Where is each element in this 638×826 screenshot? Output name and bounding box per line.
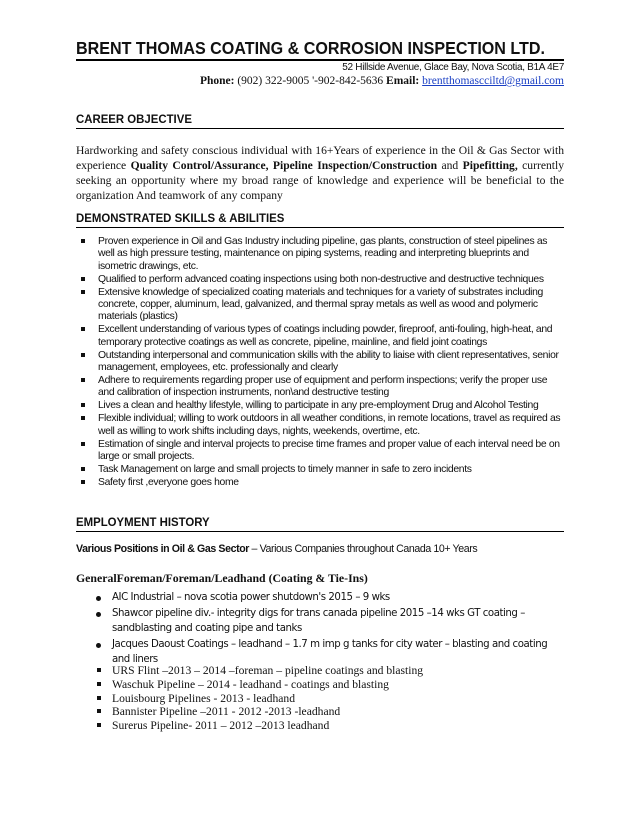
job-item: Bannister Pipeline –2011 - 2012 -2013 -leadhand [76, 705, 564, 719]
objective-heading: CAREER OBJECTIVE [76, 112, 192, 126]
skill-item: Qualified to perform advanced coating inspections using both non-destructive and destructive techniques [76, 274, 564, 286]
jobs-list-earlier [76, 664, 564, 733]
skill-item: Estimation of single and interval projects to precise time frames and proper value of each interval need be on large or small projects. [76, 439, 564, 464]
objective-text-3: currently seeking an opportunity where my broad range of knowledge and experience will be beneficial to the organization And teamwork of any company [76, 159, 564, 202]
job-item: URS Flint –2013 – 2014 –foreman – pipeline coatings and blasting [76, 664, 564, 678]
objective-divider [76, 128, 564, 129]
objective-text [76, 143, 564, 203]
skill-item: Outstanding interpersonal and communication skills with the ability to liaise with client representatives, senior management, employees, etc. professionally and clearly [76, 350, 564, 375]
skill-item: Task Management on large and small projects to timely manner in safe to zero incidents [76, 464, 564, 476]
job-item: AIC Industrial – nova scotia power shutdown's 2015 – 9 wks [76, 591, 564, 606]
skills-divider [76, 227, 564, 228]
positions-bold: Various Positions in Oil & Gas Sector [76, 543, 249, 555]
email-link[interactable]: brentthomascciltd@gmail.com [422, 75, 564, 87]
skill-item: Proven experience in Oil and Gas Industry including pipeline, gas plants, construction of steel pipelines as well as high pressure testing, maintenance on piping systems, reading and interpreting blueprints and isometric drawings, etc. [76, 236, 564, 273]
positions-summary [76, 543, 477, 555]
contact-line [200, 75, 564, 87]
address-line: 52 Hillside Avenue, Glace Bay, Nova Scotia, B1A 4E7 [342, 62, 564, 73]
skill-item: Flexible individual; willing to work outdoors in all weather conditions, in remote locations, travel as required as well as willing to work shifts including days, nights, weekends, overtime, etc. [76, 413, 564, 438]
phone-label: Phone: [199, 75, 235, 87]
skill-item: Extensive knowledge of specialized coating materials and techniques for a variety of substrates including concrete, copper, aluminum, lead, galvanized, and thermal spray metals as well as wood and polymeric materials (plastics) [76, 287, 564, 324]
job-item: Surerus Pipeline- 2011 – 2012 –2013 leadhand [76, 719, 564, 733]
job-item: Louisbourg Pipelines - 2013 - leadhand [76, 692, 564, 706]
skill-item: Excellent understanding of various types of coatings including powder, fireproof, anti-fouling, high-heat, and temporary protective coatings as well as concrete, pipeline, mainline, and field joint coatings [76, 324, 564, 349]
job-item: Jacques Daoust Coatings – leadhand – 1.7 m imp g tanks for city water – blasting and coating and liners [76, 638, 564, 668]
job-title: GeneralForeman/Foreman/Leadhand (Coating & Tie-Ins) [76, 571, 368, 585]
email-label: Email: [386, 75, 420, 87]
job-item: Shawcor pipeline div.- integrity digs for trans canada pipeline 2015 –14 wks GT coating – sandblasting and coating pipe and tanks [76, 607, 564, 637]
objective-bold-1: Quality Control/Assurance, Pipeline Inspection/Construction [130, 159, 438, 172]
employment-divider [76, 531, 564, 532]
positions-rest: – Various Companies throughout Canada 10+ Years [249, 543, 478, 555]
objective-text-2: and [437, 159, 463, 172]
employment-heading: EMPLOYMENT HISTORY [76, 515, 210, 529]
phone-value: (902) 322-9005 '-902-842-5636 [237, 75, 384, 87]
skills-list [76, 236, 564, 490]
header-divider [76, 59, 564, 61]
jobs-list-recent [76, 591, 564, 669]
company-name: BRENT THOMAS COATING & CORROSION INSPECTION LTD. [76, 38, 545, 58]
skill-item: Adhere to requirements regarding proper use of equipment and perform inspections; verify the proper use and calibration of inspection instruments, non\and destructive testing [76, 375, 564, 400]
objective-text-1: Hardworking and safety conscious individual with 16+Years of experience in the Oil & Gas Sector with experience [76, 144, 564, 172]
job-item: Waschuk Pipeline – 2014 - leadhand - coatings and blasting [76, 678, 564, 692]
skill-item: Lives a clean and healthy lifestyle, willing to participate in any pre-employment Drug and Alcohol Testing [76, 400, 564, 412]
skill-item: Safety first ,everyone goes home [76, 477, 564, 489]
skills-heading: DEMONSTRATED SKILLS & ABILITIES [76, 211, 285, 225]
objective-bold-2: Pipefitting, [462, 159, 518, 172]
